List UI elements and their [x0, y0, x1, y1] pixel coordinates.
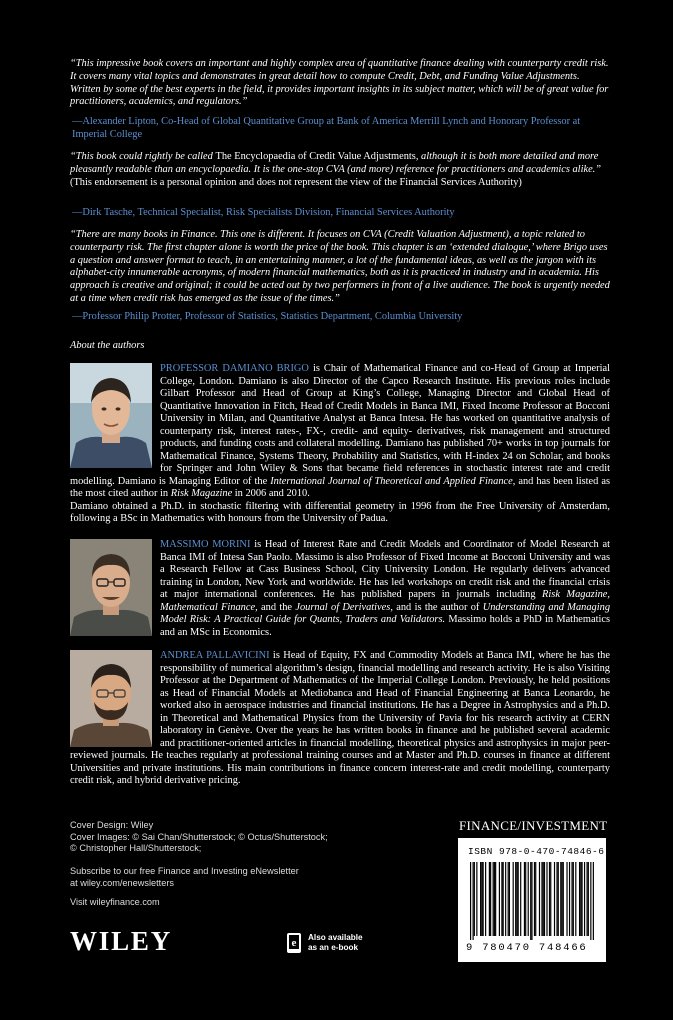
barcode-digits: 9 780470 748466	[466, 942, 588, 954]
barcode-bar	[546, 862, 547, 936]
barcode-bar	[483, 862, 484, 936]
barcode-bar	[489, 862, 490, 936]
barcode-bar	[575, 862, 576, 936]
ebook-icon	[286, 932, 302, 954]
barcode-bar	[515, 862, 516, 936]
barcode-bar	[569, 862, 570, 936]
barcode-bar	[530, 862, 531, 940]
barcode-bar	[563, 862, 564, 936]
barcode-bar	[588, 862, 589, 936]
barcode-bar	[579, 862, 580, 936]
barcode-bar	[541, 862, 542, 936]
ebook-availability	[308, 933, 363, 953]
cover-images-credit-2: © Christopher Hall/Shutterstock;	[70, 843, 202, 853]
ebook-line-1: Also available	[308, 933, 363, 942]
barcode-bar	[535, 862, 536, 936]
barcode-bar	[531, 862, 532, 940]
barcode-bar	[593, 862, 594, 940]
barcode-bar	[513, 862, 514, 936]
attribution-protter: —Professor Philip Protter, Professor of Statistics, Statistics Department, Columbia University	[72, 311, 463, 322]
author-photo-brigo	[70, 363, 152, 468]
barcode-bar	[494, 862, 495, 936]
isbn-number: ISBN 978-0-470-74846-6	[468, 846, 605, 857]
barcode-bar	[581, 862, 582, 936]
barcode-bar	[490, 862, 491, 936]
barcode-bar	[560, 862, 561, 936]
barcode-bar	[580, 862, 581, 936]
barcode-bar	[544, 862, 545, 936]
barcode-bar	[586, 862, 587, 936]
barcode-bar	[470, 862, 471, 940]
attribution-tasche: —Dirk Tasche, Technical Specialist, Risk Specialists Division, Financial Services Authority	[72, 207, 455, 218]
barcode-bar	[493, 862, 494, 936]
barcode-bar	[556, 862, 557, 936]
book-category: FINANCE/INVESTMENT	[459, 818, 608, 833]
cover-credits	[70, 820, 328, 855]
barcode-bar	[534, 862, 535, 936]
barcode-bar	[528, 862, 529, 936]
about-heading: About the authors	[70, 340, 145, 351]
subscribe-text: Subscribe to our free Finance and Investing eNewsletter	[70, 866, 299, 876]
author-photo-pallavicini	[70, 650, 152, 747]
barcode-bar	[524, 862, 525, 936]
ebook-line-2: as an e-book	[308, 943, 359, 952]
barcode-bar	[481, 862, 482, 936]
svg-text:e: e	[291, 937, 297, 949]
barcode-bar	[473, 862, 474, 940]
barcode-bar	[495, 862, 496, 936]
barcode-bar	[509, 862, 510, 936]
barcode-bar	[571, 862, 572, 936]
cover-images-credit-1: Cover Images: © Sai Chan/Shutterstock; © Octus/Shutterstock;	[70, 831, 328, 842]
barcode-bar	[561, 862, 562, 936]
barcode-bar	[525, 862, 526, 936]
barcode-bar	[550, 862, 551, 936]
barcode-bar	[503, 862, 504, 936]
quote-protter: “There are many books in Finance. This one is different. It focuses on CVA (Credit Valuation Adjustment), a topic related to counterparty risk. The first chapter alone is worth the price of the book. This chapter is an ‘extended dialogue,’ where Brigo uses a question and answer format to teach, in an entertaining manner, a lot of the fundamental ideas, as well as the jargon with its alphabet-city innumerable acronyms, of modern financial mathematics, both as it is practiced in industry and in academia. His approach is creative and original; it could be acted out by two performers in front of a live audience. The book is urgently needed at a time when credit risk has emerged as the issue of the times.”	[70, 229, 610, 304]
barcode-bar	[474, 862, 475, 936]
barcode-bar	[554, 862, 555, 936]
barcode-bar	[590, 862, 591, 940]
barcode-bar	[480, 862, 481, 936]
author-bio-morini: MASSIMO MORINI is Head of Interest Rate and Credit Models and Coordinator of Model Research at Banca IMI of Intesa San Paolo. Massimo is also Professor of Fixed Income at Bocconi University and was a Research Fellow at Cass Business School, City University London. He regularly delivers advanced training in London, New York and worldwide. He has led workshops on credit risk and the financial crisis at major international conferences. He has published papers in journals including Risk Magazine, Mathematical Finance, and the Journal of Derivatives, and is the author of Understanding and Managing Model Risk: A Practical Guide for Quants, Traders and Validators. Massimo holds a PhD in Mathematics and an MSc in Economics.	[70, 539, 610, 639]
author-photo-morini	[70, 539, 152, 636]
barcode-bar	[558, 862, 559, 936]
quote-tasche: “This book could rightly be called The Encyclopaedia of Credit Value Adjustments, although it is both more detailed and more pleasantly readable than an encyclopaedia. It is the one-stop CVA (and more) reference for practitioners and academics alike.” (This endorsement is a personal opinion and does not represent the view of the Financial Services Authority)	[70, 151, 610, 189]
attribution-lipton: —Alexander Lipton, Co-Head of Global Quantitative Group at Bank of America Merrill Lynch and Honorary Professor at Imperial College	[72, 116, 581, 140]
quote-lipton: “This impressive book covers an important and highly complex area of quantitative finance dealing with counterparty credit risk. It covers many vital topics and demonstrates in great detail how to compute Credit, Debt, and Funding Value Adjustments. Written by some of the best experts in the field, it provides important insights in its subject matter, which will be of great value for practitioners, academics, and regulators.”	[70, 58, 609, 108]
barcode-bar	[505, 862, 506, 936]
barcode-bar	[516, 862, 517, 936]
isbn-barcode-box	[458, 838, 606, 962]
barcode-bar	[499, 862, 500, 936]
author-bio-brigo: PROFESSOR DAMIANO BRIGO is Chair of Mathematical Finance and co-Head of Group at Imperial College, London. Damiano is also Director of the Capco Research Institute. His previous roles include Gilbart Professor and Head of Group at King’s College, Managing Director and Global Head of Quantitative Innovation in Fitch, Head of Credit Models in Banca IMI, Fixed Income Professor at Bocconi University in Milan, and Quantitative Analyst at Banca Intesa. He has worked on quantitative analysis of counterparty risk, interest rates-, FX-, credit- and equity- derivatives, risk management and structured products, and funding costs and collateral modelling. Damiano has published 70+ works in top journals for Mathematical Finance, Systems Theory, Probability and Statistics, with H-index 24 on Scholar, and books for Springer and John Wiley & Sons that became field references in stochastic interest rate and credit modelling. Damiano is Managing Editor of the International Journal of Theoretical and Applied Finance, and has been listed as the most cited author in Risk Magazine in 2006 and 2010. Damiano obtained a Ph.D. in stochastic filtering with differential geometry in 1996 from the Free University of Amsterdam, following a BSc in Mathematics with honours from the University of Padua.	[70, 363, 610, 524]
visit-website: Visit wileyfinance.com	[70, 897, 160, 907]
wiley-logo: WILEY	[70, 926, 173, 956]
cover-design-credit: Cover Design: Wiley	[70, 820, 154, 830]
barcode-bar	[501, 862, 502, 936]
barcode-bar	[518, 862, 519, 936]
barcode-bar	[520, 862, 521, 936]
barcode-bar	[584, 862, 585, 936]
barcode-bar	[573, 862, 574, 936]
endorsement-note: (This endorsement is a personal opinion and does not represent the view of the Financial Services Authority)	[70, 176, 522, 188]
newsletter-info	[70, 866, 299, 889]
subscribe-url: at wiley.com/enewsletters	[70, 877, 174, 888]
barcode-bar	[485, 862, 486, 936]
barcode-bar	[543, 862, 544, 936]
barcode-bar	[508, 862, 509, 936]
barcode-bar	[476, 862, 477, 936]
barcode-bar	[566, 862, 567, 936]
barcode-graphic	[470, 862, 594, 940]
barcode-bar	[539, 862, 540, 936]
author-bio-pallavicini: ANDREA PALLAVICINI is Head of Equity, FX and Commodity Models at Banca IMI, where he has the responsibility of numerical algorithm’s design, financial modelling and research activity. He is also Visiting Professor at the Department of Mathematics of the Imperial College London. Previously, he held positions as Head of Financial Models at Mediobanca and Head of Financial Engineering at Banca Leonardo, he worked also in aerospace industries and financial institutions. He has a Degree in Astrophysics and a Ph.D. in Theoretical and Mathematical Physics from the University of Pavia for his research activity at CERN laboratory in Genève. Over the years he has written books in finance and he published several academic and practitioner-oriented articles in financial modelling, theoretical physics and astrophysics in major peer-reviewed journals. He teaches regularly at professional training courses and at Master and Ph.D. courses in finance at different Universities and private institutions. His main contributions in finance concern interest-rate and credit modelling, counterparty credit risk, and hybrid derivative pricing.	[70, 650, 610, 786]
barcode-bar	[549, 862, 550, 936]
